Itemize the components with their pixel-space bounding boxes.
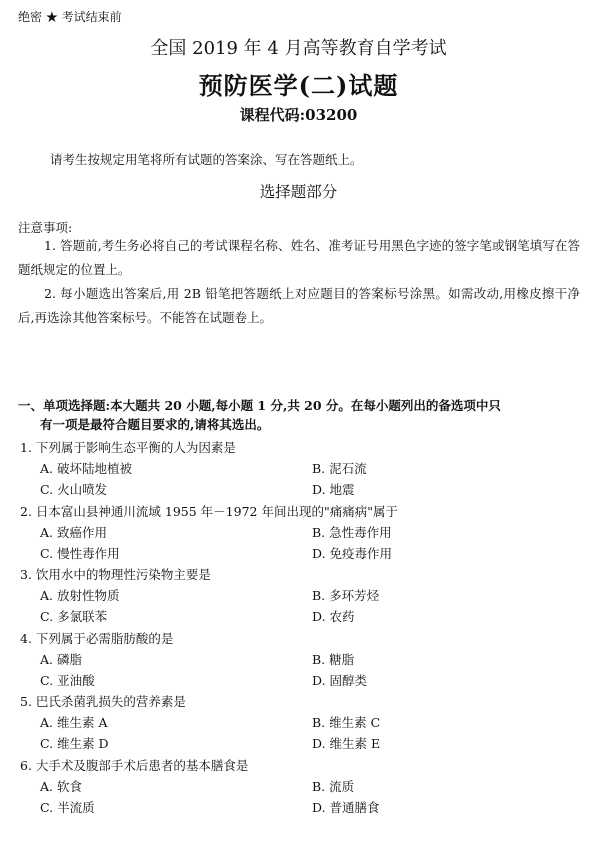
answer-option: D. 固醇类	[312, 672, 368, 688]
confidential-label: 绝密 ★ 考试结束前	[18, 10, 122, 24]
answer-option: A. 磷脂	[40, 651, 82, 667]
note-item: 1. 答题前,考生务必将自己的考试课程名称、姓名、准考证号用黑色字迹的签字笔或钢笔填写在答题纸规定的位置上。	[18, 238, 580, 277]
part-heading-line: 有一项是最符合题目要求的,请将其选出。	[40, 417, 270, 432]
answer-option: A. 放射性物质	[40, 588, 120, 603]
instruction-text: 请考生按规定用笔将所有试题的答案涂、写在答题纸上。	[50, 152, 363, 167]
answer-option: C. 慢性毒作用	[40, 545, 120, 561]
question-stem: 5. 巴氏杀菌乳损失的营养素是	[20, 694, 186, 709]
answer-option: B. 多环芳烃	[312, 588, 380, 603]
question-stem: 2. 日本富山县神通川流域 1955 年－1972 年间出现的"痛痛病"属于	[20, 503, 398, 519]
answer-option: B. 急性毒作用	[312, 524, 392, 540]
answer-option: D. 普通膳食	[312, 799, 380, 815]
answer-option: C. 亚油酸	[40, 672, 95, 688]
part-heading-line: 一、单项选择题:本大题共 20 小题,每小题 1 分,共 20 分。在每小题列出的备选项中只	[18, 398, 501, 413]
answer-option: C. 维生素 D	[40, 736, 109, 751]
answer-option: D. 农药	[312, 609, 355, 624]
answer-option: B. 泥石流	[312, 461, 367, 476]
answer-option: D. 地震	[312, 482, 355, 497]
section-title: 选择题部分	[259, 183, 338, 201]
course-code: 课程代码:03200	[239, 106, 358, 124]
answer-option: B. 流质	[312, 778, 355, 794]
answer-option: B. 糖脂	[312, 651, 355, 667]
note-item: 2. 每小题选出答案后,用 2B 铅笔把答题纸上对应题目的答案标号涂黑。如需改动,用橡皮擦干净后,再选涂其他答案标号。不能答在试题卷上。	[18, 286, 580, 325]
subject-title: 预防医学(二)试题	[198, 71, 399, 100]
answer-option: C. 多氯联苯	[40, 609, 108, 624]
answer-option: C. 半流质	[40, 799, 95, 815]
answer-option: A. 维生素 A	[40, 715, 108, 730]
question-stem: 4. 下列属于必需脂肪酸的是	[20, 630, 174, 646]
answer-option: D. 维生素 E	[312, 736, 381, 751]
answer-option: A. 破坏陆地植被	[40, 461, 132, 476]
question-stem: 3. 饮用水中的物理性污染物主要是	[20, 567, 211, 582]
notes-heading: 注意事项:	[18, 220, 73, 235]
answer-option: B. 维生素 C	[312, 715, 381, 730]
part-heading	[18, 396, 588, 434]
question-stem: 1. 下列属于影响生态平衡的人为因素是	[20, 440, 236, 455]
answer-option: C. 火山喷发	[40, 482, 108, 497]
exam-title: 全国 2019 年 4 月高等教育自学考试	[150, 38, 447, 59]
answer-option: A. 软食	[40, 778, 82, 794]
question-stem: 6. 大手术及腹部手术后患者的基本膳食是	[20, 757, 249, 773]
answer-option: D. 免疫毒作用	[312, 545, 393, 561]
answer-option: A. 致癌作用	[40, 524, 107, 540]
